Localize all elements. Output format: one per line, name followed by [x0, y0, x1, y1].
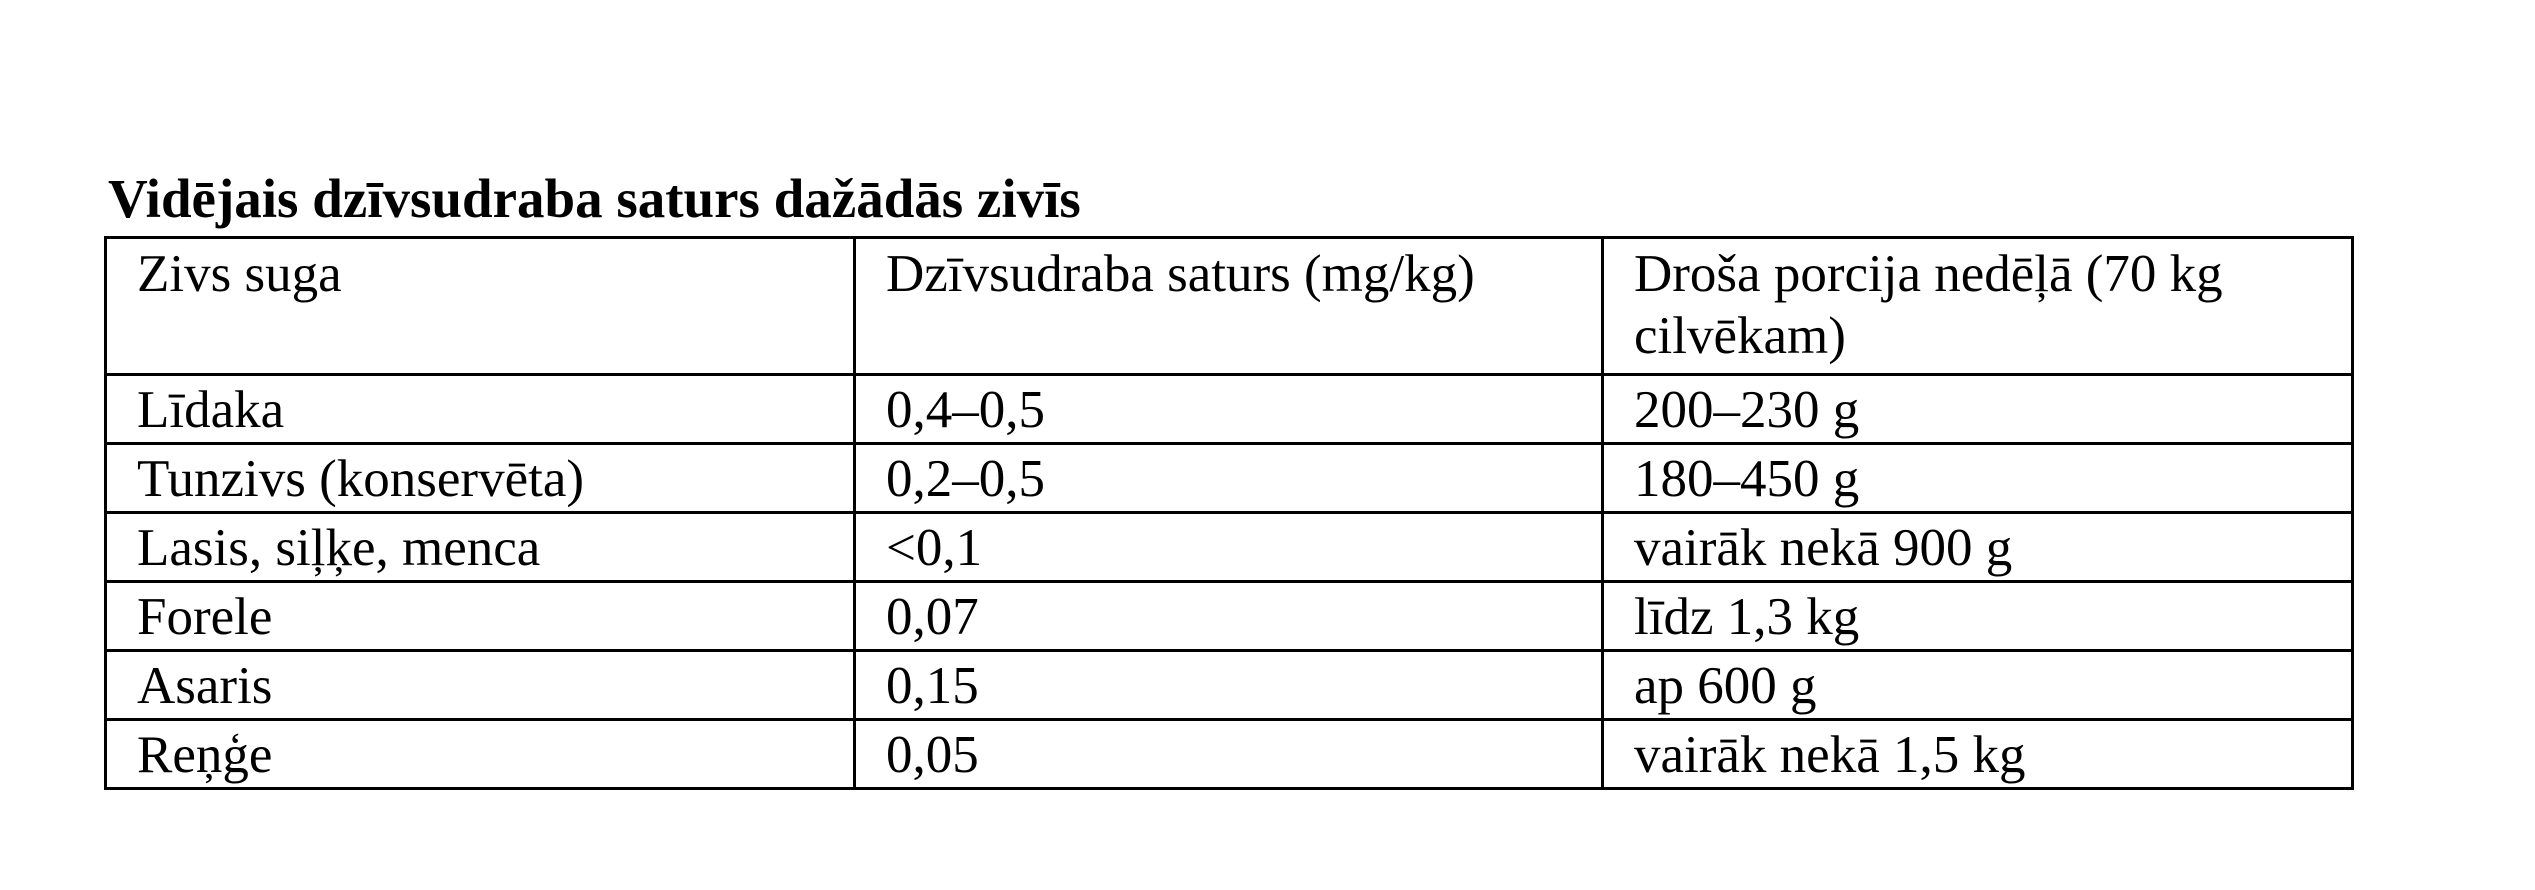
- species-cell: Asaris: [106, 651, 855, 720]
- portion-cell: vairāk nekā 1,5 kg: [1603, 720, 2353, 789]
- portion-cell: 200–230 g: [1603, 375, 2353, 444]
- mercury-cell: 0,05: [855, 720, 1603, 789]
- table-row: [106, 651, 2353, 720]
- table-row: [106, 582, 2353, 651]
- species-cell: Forele: [106, 582, 855, 651]
- mercury-cell: <0,1: [855, 513, 1603, 582]
- mercury-cell: 0,15: [855, 651, 1603, 720]
- table-row: [106, 375, 2353, 444]
- table-title: Vidējais dzīvsudraba saturs dažādās zivīs: [108, 168, 1081, 229]
- table-header-row: [106, 238, 2353, 375]
- species-cell: Tunzivs (konservēta): [106, 444, 855, 513]
- portion-cell: vairāk nekā 900 g: [1603, 513, 2353, 582]
- portion-cell: ap 600 g: [1603, 651, 2353, 720]
- table-row: [106, 720, 2353, 789]
- header-cell-mercury-content: Dzīvsudraba saturs (mg/kg): [855, 238, 1603, 375]
- portion-cell: 180–450 g: [1603, 444, 2353, 513]
- mercury-cell: 0,07: [855, 582, 1603, 651]
- header-cell-safe-portion: Droša porcija nedēļā (70 kg cilvēkam): [1603, 238, 2353, 375]
- mercury-content-table: [104, 236, 2354, 790]
- species-cell: Līdaka: [106, 375, 855, 444]
- portion-cell: līdz 1,3 kg: [1603, 582, 2353, 651]
- table-row: [106, 444, 2353, 513]
- species-cell: Reņģe: [106, 720, 855, 789]
- mercury-cell: 0,4–0,5: [855, 375, 1603, 444]
- species-cell: Lasis, siļķe, menca: [106, 513, 855, 582]
- mercury-cell: 0,2–0,5: [855, 444, 1603, 513]
- table-row: [106, 513, 2353, 582]
- header-cell-species: Zivs suga: [106, 238, 855, 375]
